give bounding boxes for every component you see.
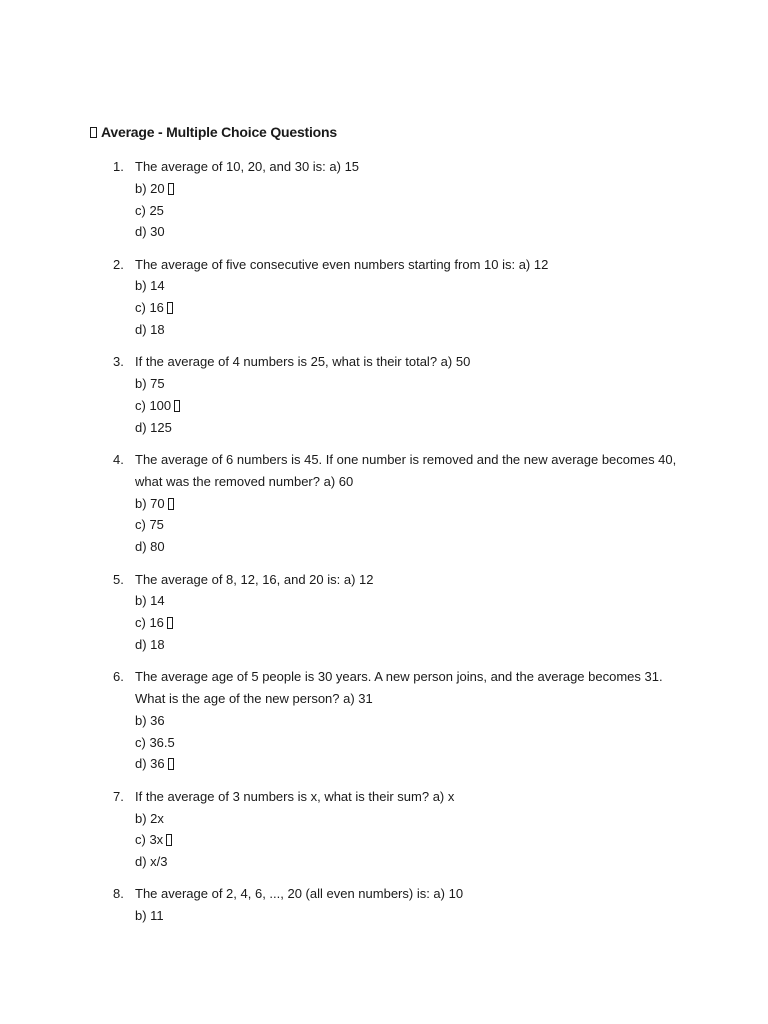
answer-option xyxy=(135,634,688,656)
answer-option-label: c) 100 xyxy=(135,397,172,413)
answer-option-label: b) 2x xyxy=(135,810,164,826)
question-item xyxy=(108,666,688,775)
answer-option xyxy=(135,221,688,243)
answer-option xyxy=(135,753,688,775)
answer-option-label: b) 20 xyxy=(135,180,165,196)
answer-option-label: b) 70 xyxy=(135,495,165,511)
answer-option-label: b) 14 xyxy=(135,278,165,294)
question-item xyxy=(108,254,688,341)
question-item xyxy=(108,569,688,656)
answer-option-label: c) 3x xyxy=(135,832,164,848)
answer-option-label: d) 18 xyxy=(135,322,165,338)
page-title-text: Average - Multiple Choice Questions xyxy=(101,124,337,140)
question-number: 6. xyxy=(113,669,124,685)
missing-glyph-icon xyxy=(90,127,97,138)
question-item xyxy=(108,351,688,438)
answer-option xyxy=(135,200,688,222)
answer-option-label: c) 16 xyxy=(135,615,164,631)
page-title xyxy=(90,124,337,140)
question-number: 4. xyxy=(113,452,124,468)
answer-option-label: b) 36 xyxy=(135,712,165,728)
question-text: The average of 2, 4, 6, ..., 20 (all even numbers) is: a) 10 xyxy=(135,886,464,902)
question-number: 2. xyxy=(113,256,124,272)
question-number: 5. xyxy=(113,571,124,587)
answer-option xyxy=(135,732,688,754)
answer-option-label: d) x/3 xyxy=(135,854,168,870)
correct-mark-icon xyxy=(166,834,172,846)
question-item xyxy=(108,156,688,243)
question-list xyxy=(108,156,688,938)
answer-option xyxy=(135,590,688,612)
answer-option-label: b) 11 xyxy=(135,908,164,924)
answer-option-label: b) 14 xyxy=(135,593,165,609)
answer-option xyxy=(135,297,688,319)
answer-option xyxy=(135,808,688,830)
answer-option xyxy=(135,612,688,634)
answer-option xyxy=(135,275,688,297)
question-number: 7. xyxy=(113,788,124,804)
correct-mark-icon xyxy=(168,498,174,510)
question-text: If the average of 4 numbers is 25, what is their total? a) 50 xyxy=(135,354,471,370)
answer-option xyxy=(135,417,688,439)
question-text: The average of 8, 12, 16, and 20 is: a) 12 xyxy=(135,571,374,587)
correct-mark-icon xyxy=(167,617,173,629)
answer-option-label: b) 75 xyxy=(135,376,165,392)
answer-option xyxy=(135,905,688,927)
question-item xyxy=(108,449,688,558)
answer-option xyxy=(135,514,688,536)
question-text: The average of 6 numbers is 45. If one number is removed and the new average becomes 40, what was the removed number? a) 60 xyxy=(135,452,677,489)
answer-option-label: d) 125 xyxy=(135,419,172,435)
answer-option xyxy=(135,373,688,395)
answer-option xyxy=(135,829,688,851)
answer-option xyxy=(135,178,688,200)
answer-option-label: d) 36 xyxy=(135,756,165,772)
answer-option xyxy=(135,710,688,732)
question-text: The average of 10, 20, and 30 is: a) 15 xyxy=(135,159,360,174)
answer-option xyxy=(135,395,688,417)
correct-mark-icon xyxy=(174,400,180,412)
correct-mark-icon xyxy=(167,302,173,314)
answer-option-label: c) 75 xyxy=(135,517,164,533)
question-item xyxy=(108,786,688,873)
question-number: 3. xyxy=(113,354,124,370)
question-item xyxy=(108,883,688,927)
answer-option-label: d) 80 xyxy=(135,539,165,555)
correct-mark-icon xyxy=(168,183,174,195)
answer-option xyxy=(135,493,688,515)
question-text: If the average of 3 numbers is x, what is their sum? a) x xyxy=(135,788,455,804)
answer-option xyxy=(135,851,688,873)
answer-option-label: c) 25 xyxy=(135,202,164,218)
answer-option-label: d) 18 xyxy=(135,636,165,652)
answer-option xyxy=(135,536,688,558)
question-text: The average age of 5 people is 30 years. A new person joins, and the average becomes 31. What is the age of the new person? a) 31 xyxy=(135,669,663,707)
question-number: 1. xyxy=(113,159,124,174)
answer-option-label: c) 16 xyxy=(135,300,164,316)
correct-mark-icon xyxy=(168,758,174,770)
question-number: 8. xyxy=(113,886,124,902)
answer-option-label: d) 30 xyxy=(135,224,165,240)
answer-option xyxy=(135,319,688,341)
answer-option-label: c) 36.5 xyxy=(135,734,175,750)
question-text: The average of five consecutive even numbers starting from 10 is: a) 12 xyxy=(135,256,549,272)
